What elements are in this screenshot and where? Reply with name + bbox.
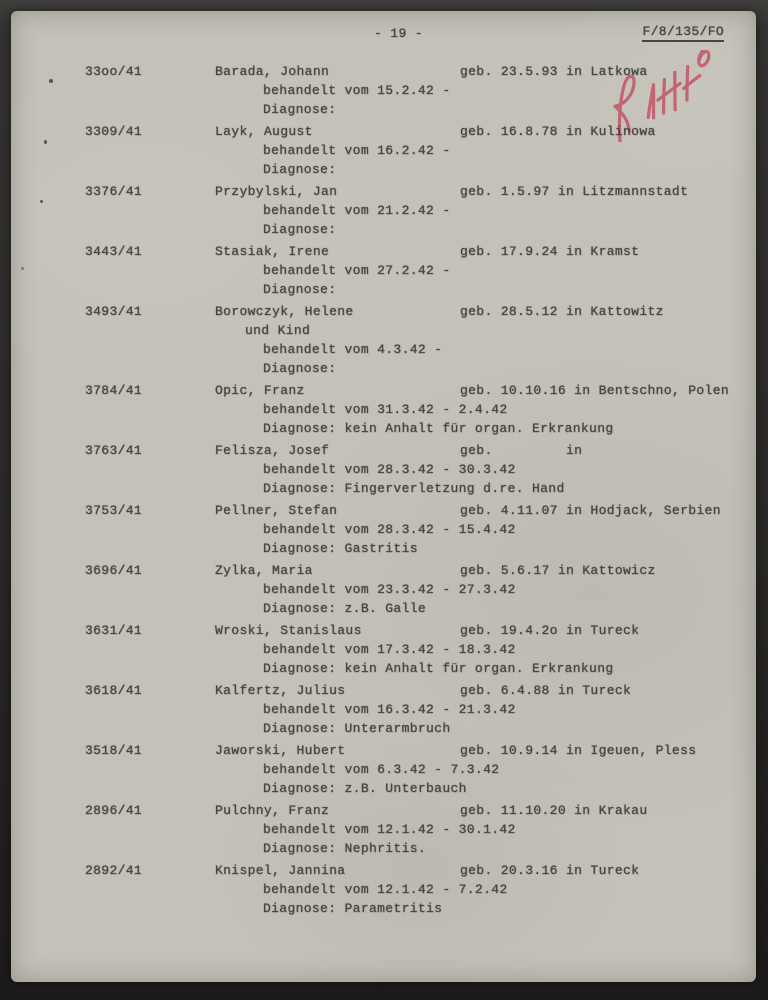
register-entry <box>11 561 756 618</box>
entry-diagnosis: Diagnose: <box>263 222 337 237</box>
entry-birth-info: geb. in <box>460 443 583 458</box>
register-entry <box>11 681 756 738</box>
entry-treatment-dates: behandelt vom 23.3.42 - 27.3.42 <box>263 582 516 597</box>
register-entry <box>11 62 756 119</box>
entry-patient-name: Borowczyk, Helene <box>215 304 354 319</box>
entry-diagnosis: Diagnose: <box>263 162 337 177</box>
entry-case-number: 3376/41 <box>85 184 143 199</box>
entry-treatment-dates: behandelt vom 12.1.42 - 30.1.42 <box>263 822 516 837</box>
entry-birth-info: geb. 16.8.78 in Kulinowa <box>460 124 656 139</box>
register-entry <box>11 242 756 299</box>
page-number: - 19 - <box>374 26 423 41</box>
entry-diagnosis: Diagnose: Gastritis <box>263 541 418 556</box>
entry-case-number: 2892/41 <box>85 863 143 878</box>
entry-treatment-dates: behandelt vom 4.3.42 - <box>263 342 443 357</box>
entry-case-number: 3753/41 <box>85 503 143 518</box>
entry-treatment-dates: behandelt vom 6.3.42 - 7.3.42 <box>263 762 500 777</box>
entry-diagnosis: Diagnose: <box>263 282 337 297</box>
entry-diagnosis: Diagnose: z.B. Unterbauch <box>263 781 467 796</box>
entry-treatment-dates: behandelt vom 16.3.42 - 21.3.42 <box>263 702 516 717</box>
entry-birth-info: geb. 10.10.16 in Bentschno, Polen <box>460 383 729 398</box>
entry-birth-info: geb. 10.9.14 in Igeuen, Pless <box>460 743 697 758</box>
entry-treatment-dates: behandelt vom 15.2.42 - <box>263 83 451 98</box>
entry-diagnosis: Diagnose: Fingerverletzung d.re. Hand <box>263 481 565 496</box>
entry-birth-info: geb. 4.11.07 in Hodjack, Serbien <box>460 503 721 518</box>
entry-patient-name: Felisza, Josef <box>215 443 330 458</box>
entry-patient-name: Opic, Franz <box>215 383 305 398</box>
entry-case-number: 3631/41 <box>85 623 143 638</box>
entry-case-number: 3309/41 <box>85 124 143 139</box>
entry-birth-info: geb. 17.9.24 in Kramst <box>460 244 640 259</box>
entry-case-number: 33oo/41 <box>85 64 143 79</box>
register-entry <box>11 182 756 239</box>
entry-diagnosis: Diagnose: <box>263 361 337 376</box>
entry-birth-info: geb. 1.5.97 in Litzmannstadt <box>460 184 689 199</box>
entry-patient-name: Przybylski, Jan <box>215 184 338 199</box>
entry-diagnosis: Diagnose: z.B. Galle <box>263 601 427 616</box>
entry-treatment-dates: behandelt vom 31.3.42 - 2.4.42 <box>263 402 508 417</box>
entry-diagnosis: Diagnose: Nephritis. <box>263 841 427 856</box>
register-entry <box>11 302 756 378</box>
entry-treatment-dates: behandelt vom 28.3.42 - 15.4.42 <box>263 522 516 537</box>
register-entry <box>11 621 756 678</box>
register-entry <box>11 861 756 918</box>
register-entry <box>11 801 756 858</box>
entry-treatment-dates: behandelt vom 12.1.42 - 7.2.42 <box>263 882 508 897</box>
entry-diagnosis: Diagnose: <box>263 102 337 117</box>
entry-treatment-dates: behandelt vom 17.3.42 - 18.3.42 <box>263 642 516 657</box>
entry-diagnosis: Diagnose: Unterarmbruch <box>263 721 451 736</box>
entry-treatment-dates: behandelt vom 21.2.42 - <box>263 203 451 218</box>
document-paper <box>11 11 756 982</box>
register-entry <box>11 381 756 438</box>
entry-patient-name: Pulchny, Franz <box>215 803 330 818</box>
entry-diagnosis: Diagnose: Parametritis <box>263 901 443 916</box>
entry-case-number: 3443/41 <box>85 244 143 259</box>
entry-case-number: 3696/41 <box>85 563 143 578</box>
entry-case-number: 3518/41 <box>85 743 143 758</box>
entry-patient-name: Barada, Johann <box>215 64 330 79</box>
entry-birth-info: geb. 28.5.12 in Kattowitz <box>460 304 664 319</box>
entry-case-number: 2896/41 <box>85 803 143 818</box>
register-entry <box>11 441 756 498</box>
entry-patient-name: Kalfertz, Julius <box>215 683 346 698</box>
entry-treatment-dates: behandelt vom 27.2.42 - <box>263 263 451 278</box>
entry-birth-info: geb. 20.3.16 in Tureck <box>460 863 640 878</box>
entry-case-number: 3493/41 <box>85 304 143 319</box>
register-entries-list <box>11 62 756 921</box>
entry-patient-name: Zylka, Maria <box>215 563 313 578</box>
register-entry <box>11 741 756 798</box>
entry-case-number: 3784/41 <box>85 383 143 398</box>
entry-patient-name: Knispel, Jannina <box>215 863 346 878</box>
entry-treatment-dates: behandelt vom 28.3.42 - 30.3.42 <box>263 462 516 477</box>
register-entry <box>11 122 756 179</box>
entry-patient-name: Pellner, Stefan <box>215 503 338 518</box>
entry-patient-name: Layk, August <box>215 124 313 139</box>
register-entry <box>11 501 756 558</box>
archive-reference-number: F/8/135/FO <box>642 24 724 42</box>
entry-patient-name: Jaworski, Hubert <box>215 743 346 758</box>
entry-birth-info: geb. 23.5.93 in Latkowa <box>460 64 648 79</box>
entry-diagnosis: Diagnose: kein Anhalt für organ. Erkrankung <box>263 421 614 436</box>
entry-birth-info: geb. 19.4.2o in Tureck <box>460 623 640 638</box>
entry-patient-name: Wroski, Stanislaus <box>215 623 362 638</box>
entry-patient-name: Stasiak, Irene <box>215 244 330 259</box>
entry-birth-info: geb. 11.10.20 in Krakau <box>460 803 648 818</box>
entry-birth-info: geb. 5.6.17 in Kattowicz <box>460 563 656 578</box>
entry-treatment-dates: behandelt vom 16.2.42 - <box>263 143 451 158</box>
entry-birth-info: geb. 6.4.88 in Tureck <box>460 683 632 698</box>
entry-case-number: 3763/41 <box>85 443 143 458</box>
entry-case-number: 3618/41 <box>85 683 143 698</box>
entry-diagnosis: Diagnose: kein Anhalt für organ. Erkrankung <box>263 661 614 676</box>
entry-extra-line: und Kind <box>245 323 311 338</box>
